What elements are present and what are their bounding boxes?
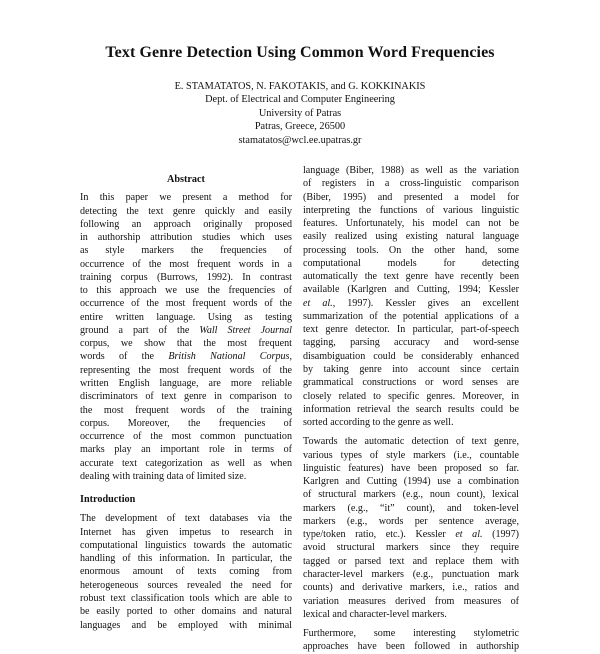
text-line: by taking genre into account since certain [303,363,519,375]
text-line: marks play an important role in terms of [80,444,292,456]
introduction-heading: Introduction [80,494,136,506]
text-line: corpus, we show that the most frequent [80,338,292,350]
text-line: Karlgren and Cutting (1994) use a combination [303,476,519,488]
abstract-heading: Abstract [167,174,205,185]
text-line: training corpus (Burrows, 1992). In contrast [80,271,292,283]
text-line: grammatical constructions or word senses are [303,377,519,389]
text-line: automatically the text genre have recently been [303,271,519,283]
right-column [303,164,519,654]
text-line: robust text classification tools which are able to [80,593,292,604]
left-column [80,163,292,632]
text-line: entire written language. Using as testing [80,311,292,323]
introduction-paragraph [80,512,292,631]
text-line: detecting the text genre quickly and easily [80,205,292,217]
body-paragraph [303,435,519,621]
text-line: type/token ratio, etc.). Kessler et al. (1997) [303,529,519,541]
text-line: The development of text databases via the [80,513,292,525]
text-line: of registers in a cross-linguistic comparison [303,178,519,190]
text-line: sorted according to the genre as well. [303,417,454,429]
text-line: Internet has given impetus to research in [80,526,292,538]
text-line: text genre detector. In particular, part-of-speech [303,324,519,336]
text-line: to this approach we use the frequencies of [80,285,292,297]
text-line: computational models for detecting [303,257,519,269]
text-line: tagging, parsing accuracy and word-sense [303,337,519,349]
text-line: variation measures derived from measures of [303,595,519,607]
text-line: language (Biber, 1988) as well as the variation [303,165,519,176]
text-line: In this paper we present a method for [80,192,292,204]
text-line: of structural markers (e.g., noun count), lexical [303,489,519,501]
text-line: character-level markers (e.g., punctuation mark [303,568,519,580]
text-line: languages and be employed with minimal [80,619,292,631]
text-line: the most frequent words of the training [80,404,292,416]
text-line: occurrence of the most common punctuation [80,431,292,443]
text-line: ground a part of the Wall Street Journal [80,324,292,336]
body-paragraph [303,627,519,654]
text-line: information retrieval the search results could be [303,403,519,415]
text-line: occurrence of the most frequent words in a [80,258,292,270]
text-line: accurate text categorization as well as when [80,457,292,469]
text-line: (Biber, 1995) and presented a model for [303,191,519,203]
body-paragraph [303,164,519,429]
text-line: features. Unfortunately, his model can not be [303,218,519,230]
text-line: markers (e.g., “it” count), and token-level [303,502,519,514]
affiliation-line: Patras, Greece, 26500 [254,121,346,133]
text-line: interpreting the functions of various linguistic [303,204,519,216]
text-line: following an approach originally proposed [80,218,292,230]
author-names: E. STAMATATOS, N. FAKOTAKIS, and G. KOKKINAKIS [174,81,426,92]
text-line: approaches have been followed in authorship [303,641,519,653]
abstract-paragraph [80,191,292,483]
text-line: as style markers the frequencies of [80,245,292,257]
text-line: representing the most frequent words of the [80,364,292,376]
text-line: markers (e.g., words per sentence average, [303,515,519,527]
text-line: Towards the automatic detection of text genre, [303,436,519,448]
text-line: lexical and character-level markers. [303,608,447,620]
text-line: easily realized using existing natural language [303,231,519,243]
text-line: summarization of the potential applications of a [303,310,519,322]
text-line: et al., 1997). Kessler gives an excellent [303,297,519,309]
text-line: be easily ported to other domains and natural [80,606,292,618]
text-line: linguistic features) have been proposed so far. [303,462,519,474]
text-line: Furthermore, some interesting stylometric [303,628,519,640]
text-line: written English language, are more reliable [80,378,292,389]
text-line: corpus. Moreover, the frequencies of [80,417,292,429]
text-line: processing tools. On the other hand, some [303,244,519,256]
affiliation-line: Dept. of Electrical and Computer Engineering [205,94,395,106]
paper-title: Text Genre Detection Using Common Word Frequencies [105,44,495,61]
text-line: heterogeneous sources revealed the need for [80,579,292,591]
author-block [0,80,600,147]
text-line: discriminators of text genre in comparison to [80,391,292,403]
text-line: various types of style markers (i.e., countable [303,449,519,461]
text-line: dealing with training data of limited size. [80,470,247,482]
text-line: computational linguistics towards the automatic [80,539,292,551]
text-line: handling of this information. In particular, the [80,553,292,565]
text-line: avoid structural markers since they require [303,542,519,554]
text-line: closely related to specific genres. Moreover, in [303,390,519,402]
text-line: counts) and derivative markers, i.e., ratios and [303,582,519,594]
text-line: tagged or parsed text and replace them with [303,555,519,567]
text-line: disambiguation could be considerably enhanced [303,350,519,362]
text-line: available (Karlgren and Cutting, 1994; Kessler [303,284,519,296]
affiliation-line: University of Patras [258,107,342,119]
text-line: in authorship attribution studies which uses [80,232,292,244]
text-line: enormous amount of texts coming from [80,566,292,578]
author-email: stamatatos@wcl.ee.upatras.gr [238,134,362,146]
text-line: words of the British National Corpus, [80,351,293,363]
text-line: occurrence of the most frequent words of the [80,298,292,310]
